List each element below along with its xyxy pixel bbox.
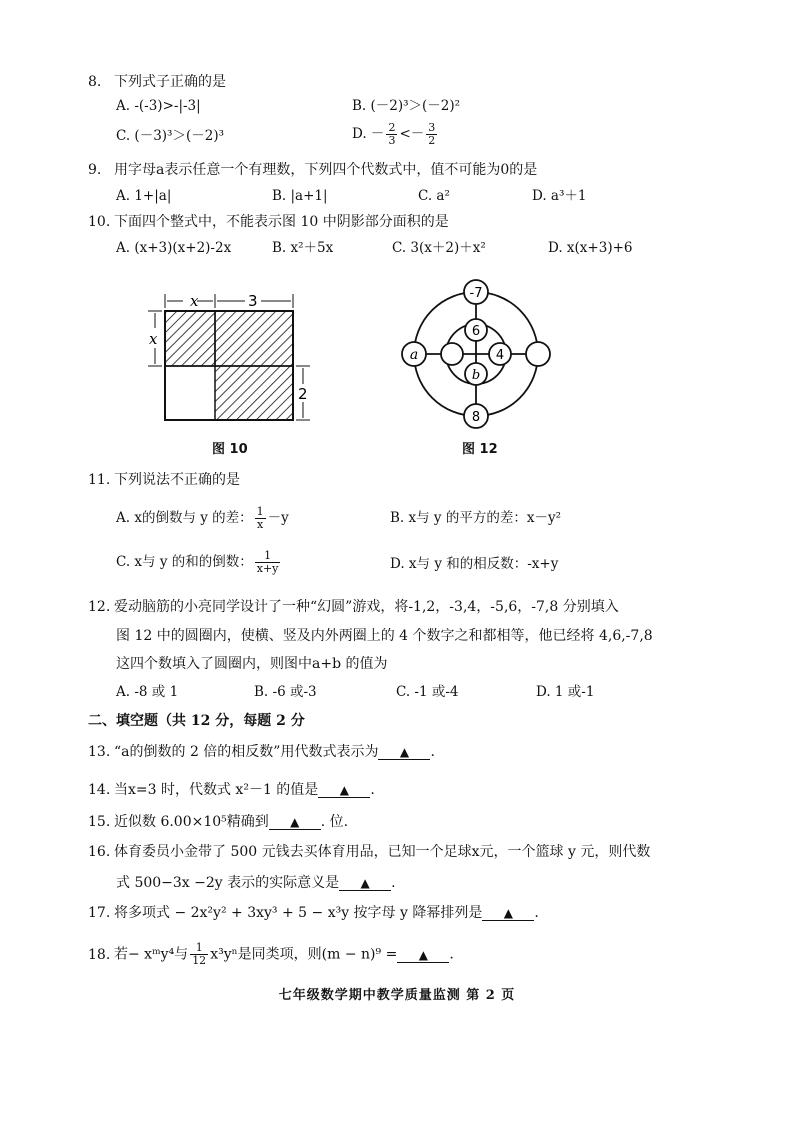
answer-blank: ▲ bbox=[378, 745, 430, 760]
question-number: 8. bbox=[88, 74, 102, 90]
question-number: 10. bbox=[88, 214, 111, 230]
option-d: D. a³＋1 bbox=[532, 188, 587, 204]
section-heading: 二、填空题（共 12 分，每题 2 分 bbox=[88, 713, 305, 729]
option-d: D. x(x+3)+6 bbox=[548, 240, 633, 256]
question-18: 18. 若− xᵐy⁴与 $\frac{1}{12}$ x³yⁿ是同类项，则(m − n)⁹ = ▲ . bbox=[88, 941, 454, 967]
page-footer: 七年级数学期中教学质量监测 第 2 页 bbox=[278, 988, 516, 1003]
fraction: $\frac{1}{12}$ bbox=[192, 941, 207, 967]
question-number: 9. bbox=[88, 162, 102, 178]
question-16-line-2: 式 500−3x −2y 表示的实际意义是 ▲ . bbox=[116, 875, 396, 891]
option-c: C. (－3)³＞(－2)³ bbox=[116, 128, 224, 144]
question-line-1: 爱动脑筋的小亮同学设计了一种“幻圆”游戏，将-1,2，-3,4，-5,6，-7,8 分别填入 bbox=[114, 599, 619, 615]
answer-blank: ▲ bbox=[339, 876, 391, 891]
option-c: C. a² bbox=[418, 188, 450, 204]
answer-blank: ▲ bbox=[269, 815, 321, 830]
question-number: 12. bbox=[88, 599, 111, 615]
question-stem: 下列说法不正确的是 bbox=[114, 472, 240, 488]
question-number: 11. bbox=[88, 472, 111, 488]
fraction: $\frac{3}{2}$ bbox=[428, 121, 436, 147]
question-9 bbox=[88, 160, 537, 180]
question-10 bbox=[88, 212, 449, 232]
fraction: $\frac{1}{x+y}$ bbox=[256, 549, 279, 575]
question-14: 14. 当x=3 时，代数式 x²－1 的值是 ▲ . bbox=[88, 782, 375, 798]
option-d: D. x与 y 和的相反数：-x+y bbox=[390, 556, 559, 572]
question-11 bbox=[88, 470, 240, 490]
question-line-2: 图 12 中的圆圈内，使横、竖及内外两圈上的 4 个数字之和都相等，他已经将 4,6,-7,8 bbox=[116, 628, 653, 644]
figure-12-caption: 图 12 bbox=[462, 442, 498, 457]
question-8 bbox=[88, 72, 226, 92]
label-top-x: x bbox=[190, 292, 199, 310]
figure-10-diagram bbox=[140, 288, 320, 428]
question-13: 13. “a的倒数的 2 倍的相反数”用代数式表示为 ▲ . bbox=[88, 744, 435, 760]
node-center-right: 4 bbox=[495, 348, 505, 363]
option-a: A. -(-3)>-|-3| bbox=[116, 98, 201, 114]
option-b: B. |a+1| bbox=[272, 188, 328, 204]
option-b: B. (－2)³＞(－2)² bbox=[352, 98, 461, 114]
question-stem: 用字母a表示任意一个有理数，下列四个代数式中，值不可能为0的是 bbox=[114, 162, 538, 178]
option-a: A. (x+3)(x+2)-2x bbox=[116, 240, 232, 256]
option-d: D. 1 或-1 bbox=[536, 684, 595, 700]
label-left-x: x bbox=[149, 330, 158, 348]
option-c: C. x与 y 的和的倒数： $\frac{1}{x+y}$ bbox=[116, 549, 279, 575]
option-a: A. x的倒数与 y 的差： $\frac{1}{x}$ －y bbox=[116, 505, 289, 531]
option-b: B. x与 y 的平方的差：x－y² bbox=[390, 510, 561, 526]
figure-10-caption: 图 10 bbox=[212, 442, 248, 457]
label-top-3: 3 bbox=[248, 292, 258, 310]
answer-blank: ▲ bbox=[318, 783, 370, 798]
fraction: $\frac{1}{x}$ bbox=[256, 505, 264, 531]
question-stem: 下列式子正确的是 bbox=[114, 74, 226, 90]
node-center-bottom: b bbox=[471, 368, 481, 383]
option-b: B. -6 或-3 bbox=[254, 684, 317, 700]
fraction: $\frac{2}{3}$ bbox=[388, 121, 396, 147]
question-17: 17. 将多项式 − 2x²y² + 3xy³ + 5 − x³y 按字母 y 降幂排列是 ▲ . bbox=[88, 905, 539, 921]
question-line-3: 这四个数填入了圆圈内，则图中a+b 的值为 bbox=[116, 656, 388, 672]
question-16: 16. 体育委员小金带了 500 元钱去买体育用品，已知一个足球x元，一个篮球 y 元，则代数 bbox=[88, 844, 651, 860]
node-top: -7 bbox=[469, 286, 483, 301]
answer-blank: ▲ bbox=[397, 948, 449, 963]
question-12 bbox=[88, 597, 619, 617]
node-bottom: 8 bbox=[471, 410, 481, 425]
label-right-2: 2 bbox=[298, 385, 308, 403]
question-15: 15. 近似数 6.00×10⁵精确到 ▲ . 位. bbox=[88, 814, 349, 830]
question-stem: 下面四个整式中，不能表示图 10 中阴影部分面积的是 bbox=[114, 214, 449, 230]
node-left: a bbox=[409, 347, 419, 363]
node-center-top: 6 bbox=[471, 324, 481, 339]
option-c: C. 3(x＋2)＋x² bbox=[392, 240, 486, 256]
figure-12-diagram bbox=[396, 274, 556, 434]
option-c: C. -1 或-4 bbox=[396, 684, 459, 700]
option-d: D. － $\frac{2}{3}$ <－ $\frac{3}{2}$ bbox=[352, 121, 436, 147]
option-a: A. -8 或 1 bbox=[116, 684, 179, 700]
option-a: A. 1+|a| bbox=[116, 188, 172, 204]
option-b: B. x²＋5x bbox=[272, 240, 334, 256]
answer-blank: ▲ bbox=[482, 906, 534, 921]
